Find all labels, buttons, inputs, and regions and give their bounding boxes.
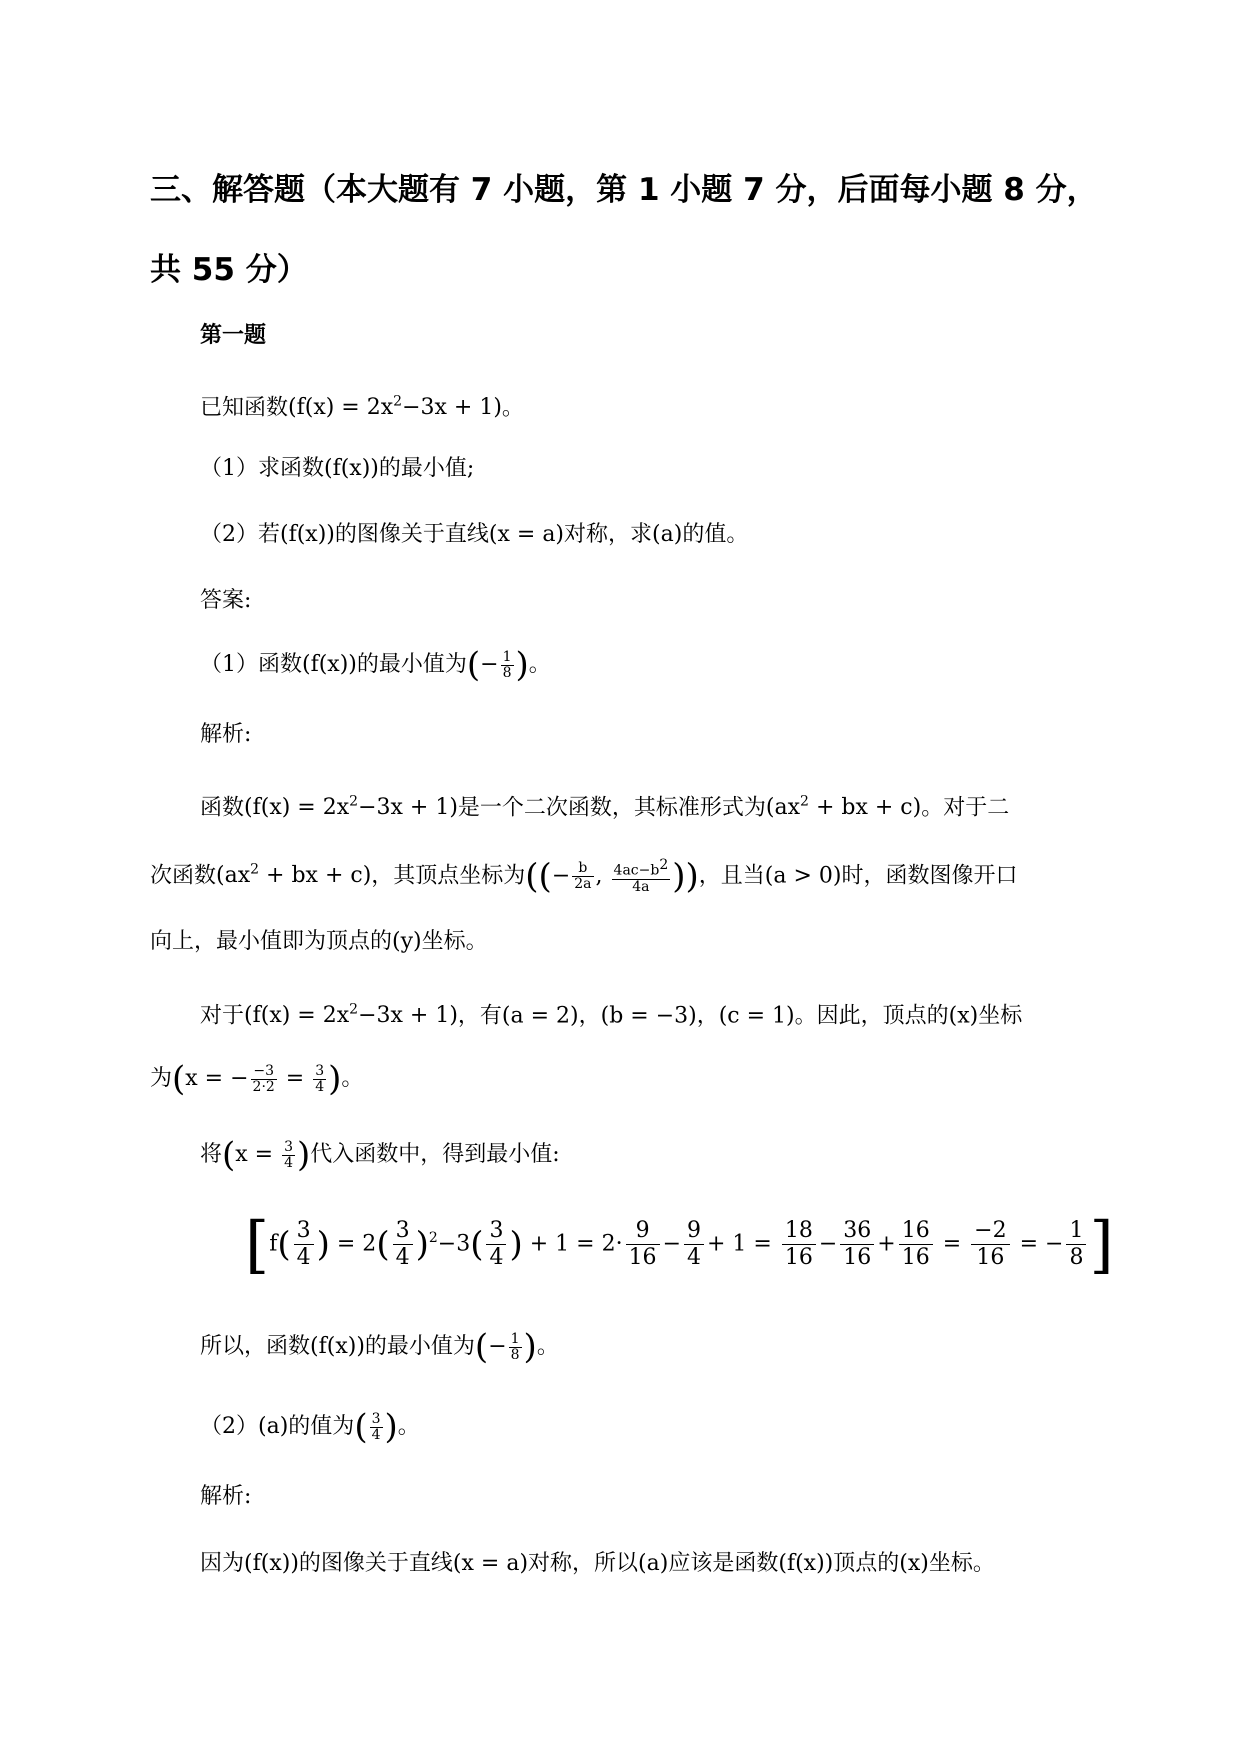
- analysis-line-2: 次函数($ax^2$ + bx + c)，其顶点坐标为((− $\frac{b}{2a}$ , $\frac{4ac-b^2}{4a}$ ))，且当(a > 0)时，函数图像开口: [150, 856, 1018, 897]
- analysis-line-3: 向上，最小值即为顶点的(y)坐标。: [150, 929, 488, 954]
- analysis-line-7: 所以，函数(f(x))的最小值为(− $\frac{1}{8}$ )。: [200, 1327, 559, 1367]
- analysis-line-1: 函数$(f(x) = 2x^2-3x + 1)$是一个二次函数，其标准形式为($ax^2$ + bx + c)。对于二: [200, 794, 1010, 821]
- analysis-2-line-1: 因为(f(x))的图像关于直线(x = a)对称，所以(a)应该是函数(f(x))顶点的(x)坐标。: [200, 1551, 995, 1576]
- display-equation: [f( $\frac{3}{4}$ ) = 2( $\frac{3}{4}$ )$^2$−3( $\frac{3}{4}$ ) + 1 = 2· $\frac{9}{16}$ − $\frac{9}{4}$ + 1 = $\frac{18}{16}$ − $\frac{36}{16}$ + $\frac{16}{16}$ = $\frac{-2}{16}$ = − $\frac{1}{8}$ ]: [245, 1208, 1114, 1281]
- question-stem: 已知函数$(f(x) = 2x^2-3x + 1)$。: [200, 394, 524, 421]
- question-title: 第一题: [200, 323, 267, 348]
- answer-1: （1）函数(f(x))的最小值为(− $\frac{1}{8}$ )。: [200, 645, 551, 685]
- analysis-line-5: 为(x = − $\frac{-3}{2\cdot 2}$ = $\frac{3}{4}$ )。: [150, 1059, 364, 1099]
- section-title: 三、解答题（本大题有 7 小题，第 1 小题 7 分，后面每小题 8 分，共 55 分）: [150, 172, 1098, 288]
- question-part-1: （1）求函数(f(x))的最小值;: [200, 456, 475, 481]
- formula: $(f(x) = 2x^2-3x + 1)$: [288, 394, 502, 421]
- answer-label: 答案:: [200, 588, 252, 613]
- analysis-label-2: 解析:: [200, 1484, 252, 1509]
- answer-2: （2）(a)的值为( $\frac{3}{4}$ )。: [200, 1407, 420, 1447]
- analysis-line-6: 将(x = $\frac{3}{4}$ )代入函数中，得到最小值:: [200, 1135, 560, 1175]
- question-part-2: （2）若(f(x))的图像关于直线(x = a)对称，求(a)的值。: [200, 522, 749, 547]
- analysis-line-4: 对于$(f(x) = 2x^2-3x + 1)$，有(a = 2)，(b = −3)，(c = 1)。因此，顶点的(x)坐标: [200, 1002, 1023, 1029]
- analysis-label-1: 解析:: [200, 722, 252, 747]
